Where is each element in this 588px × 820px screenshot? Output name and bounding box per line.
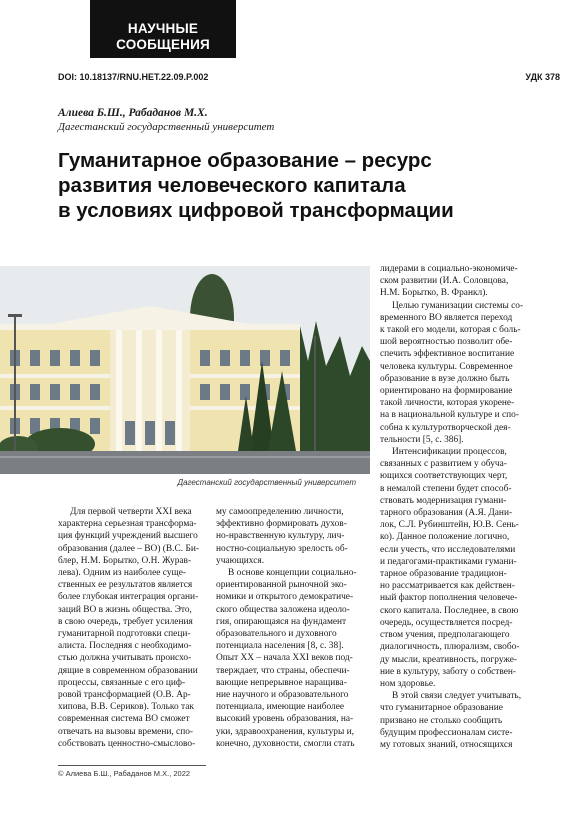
body-line: алиста. Последняя с необходимо- [58,641,192,652]
body-line: стью должна учитывать происхо- [58,653,192,664]
section-label-line1: НАУЧНЫЕ [127,21,199,36]
body-line: тверждает, что страны, обеспечи- [216,665,350,676]
body-line: му самоопределению личности, [216,507,344,517]
body-line: что гуманитарное образование [380,703,503,714]
body-line: В основе концепции социально- [228,568,357,579]
body-line: потенциала населения [8, с. 38]. [216,641,344,652]
body-line: на в национальной культуре и спо- [380,410,519,421]
body-line: ция функций учреждений высшего [58,531,198,542]
body-line: лева). Одним из наиболее суще- [58,568,187,579]
body-line: Для первой четверти XXI века [70,507,192,517]
body-line: диалогичность, плюрализм, свобо- [380,642,520,653]
body-line: но-нравственную культуру, лич- [216,531,345,542]
body-line: образование в вузе должно быть [380,373,510,384]
body-line: ровой трансформацией (О.В. Ар- [58,690,191,701]
body-line: хипова, В.В. Сериков). Только так [58,702,194,713]
body-line: заций ВО в жизнь общества. Это, [58,604,192,615]
body-line: образования (далее – ВО) (В.С. Би- [58,543,199,554]
body-line: ду мысли, креативность, погруже- [380,654,518,665]
body-line: ского общества заложена идеоло- [216,604,350,615]
body-line: ющихся соответствующих черт, [380,471,508,482]
body-line: процессы, связанные с его циф- [58,677,186,688]
university-building-photo [0,266,370,474]
body-line: эффективно формировать духов- [216,519,347,530]
body-line: образовательного и духовного [216,629,337,640]
body-line: му готовых знаний, относящихся [380,739,513,750]
body-line: ностно-социальную зрелость об- [216,543,348,554]
body-line: собна к культуротворческой дея- [380,422,511,433]
body-line: ского капитала. Последнее, в свою [380,605,519,616]
body-line: В этой связи следует учитывать, [392,691,522,702]
body-line: тарное образование традицион- [380,569,507,580]
body-line: в свою очередь, требует усиления [58,616,193,627]
body-line: потенциала, имеющие наиболее [216,702,345,713]
body-line: лок, С.Л. Рубинштейн, Ю.В. Сень- [380,520,519,531]
body-line: тарного образования (А.Я. Дани- [380,508,513,519]
body-line: такой личности, которая укорене- [380,398,515,409]
article-title [58,148,558,223]
building-illustration [0,266,370,474]
body-line: уки, здравоохранения, культуры и, [216,726,354,737]
udk-label: УДК 378 [525,72,560,82]
body-line: но рассматривается как действен- [380,581,515,592]
body-column-left [58,506,210,750]
body-line: ориентировано на формирование [380,386,513,397]
title-line: развития человеческого капитала [58,174,406,197]
body-line: спечить эффективное воспитание [380,349,515,360]
body-line: Н.М. Борытко, В. Франкл). [380,288,488,299]
body-line: ние в культуру, заботу о собствен- [380,666,517,677]
body-line: ко). Данное положение логично, [380,532,510,543]
body-line: собствовать ценностно-смысловo- [58,738,196,749]
body-line: ном здоровье. [380,678,436,689]
body-line: человека культуры. Современное [380,361,513,372]
body-line: учающихся. [216,555,265,566]
body-line: Опыт XX – начала XXI веков под- [216,653,353,664]
footnote-divider [58,765,206,766]
body-line: ством учения, предполагающего [380,630,510,641]
body-line: гуманитарной подготовки специ- [58,629,191,640]
title-line: в условиях цифровой трансформации [58,199,454,222]
article-authors: Алиева Б.Ш., Рабаданов М.Х. [58,107,208,119]
body-line: если учесть, что исследователями [380,544,516,555]
section-badge [90,0,236,58]
body-line: современная система ВО сможет [58,714,190,725]
body-column-right [380,263,560,751]
body-line: в немалой степени будет способ- [380,483,512,494]
body-line: Интенсификации процессов, [392,447,507,458]
body-line: ском развитии (И.А. Соловцова, [380,276,509,287]
body-line: ный фактор пополнения человече- [380,593,518,604]
body-line: ственных ее результатов является [58,580,193,591]
body-line: отвечать на вызовы времени, спо- [58,726,194,737]
body-line: будущим профессионалам систе- [380,727,513,738]
body-line: очередь, осуществляется посред- [380,617,513,628]
body-line: ориентированной рыночной эко- [216,580,347,591]
figure-caption: Дагестанский государственный университет [177,478,356,487]
article-affiliation: Дагестанский государственный университет [58,121,275,133]
body-line: конечно, духовности, смогли стать [216,738,355,749]
copyright-notice: © Алиева Б.Ш., Рабаданов М.Х., 2022 [58,769,191,778]
body-line: блер, Н.М. Борытко, О.Н. Журав- [58,555,192,566]
body-line: лидерами в социально-экономиче- [380,264,518,274]
body-line: ние научного и образовательного [216,690,349,701]
body-line: ствовать модернизация гумани- [380,495,507,506]
body-line: тельности [5, с. 386]. [380,434,464,445]
body-line: дящие в современном образовании [58,665,198,676]
body-line: связанных с развитием у обуча- [380,459,507,470]
body-line: гия, опирающаяся на фундамент [216,616,347,627]
body-line: высокий уровень образования, на- [216,714,354,725]
body-line: более глубокая интеграция органи- [58,592,199,603]
body-line: временного ВО является переход [380,312,513,323]
body-line: характерна серьезная трансформа- [58,519,197,530]
body-line: Целью гуманизации системы со- [392,300,524,311]
doi-label: DOI: 10.18137/RNU.HET.22.09.P.002 [58,72,209,82]
title-line: Гуманитарное образование – ресурс [58,149,432,172]
body-line: номики и открытого демократиче- [216,592,354,603]
body-line: и педагогами-практиками гумани- [380,556,517,567]
body-line: к такой его модели, которая с боль- [380,325,521,336]
body-line: вающие непрерывное наращива- [216,677,347,688]
body-column-middle [216,506,368,750]
body-line: призвано не столько сообщить [380,715,503,726]
body-line: шой вероятностью позволит обе- [380,337,513,348]
section-label-line2: СООБЩЕНИЯ [116,37,210,52]
